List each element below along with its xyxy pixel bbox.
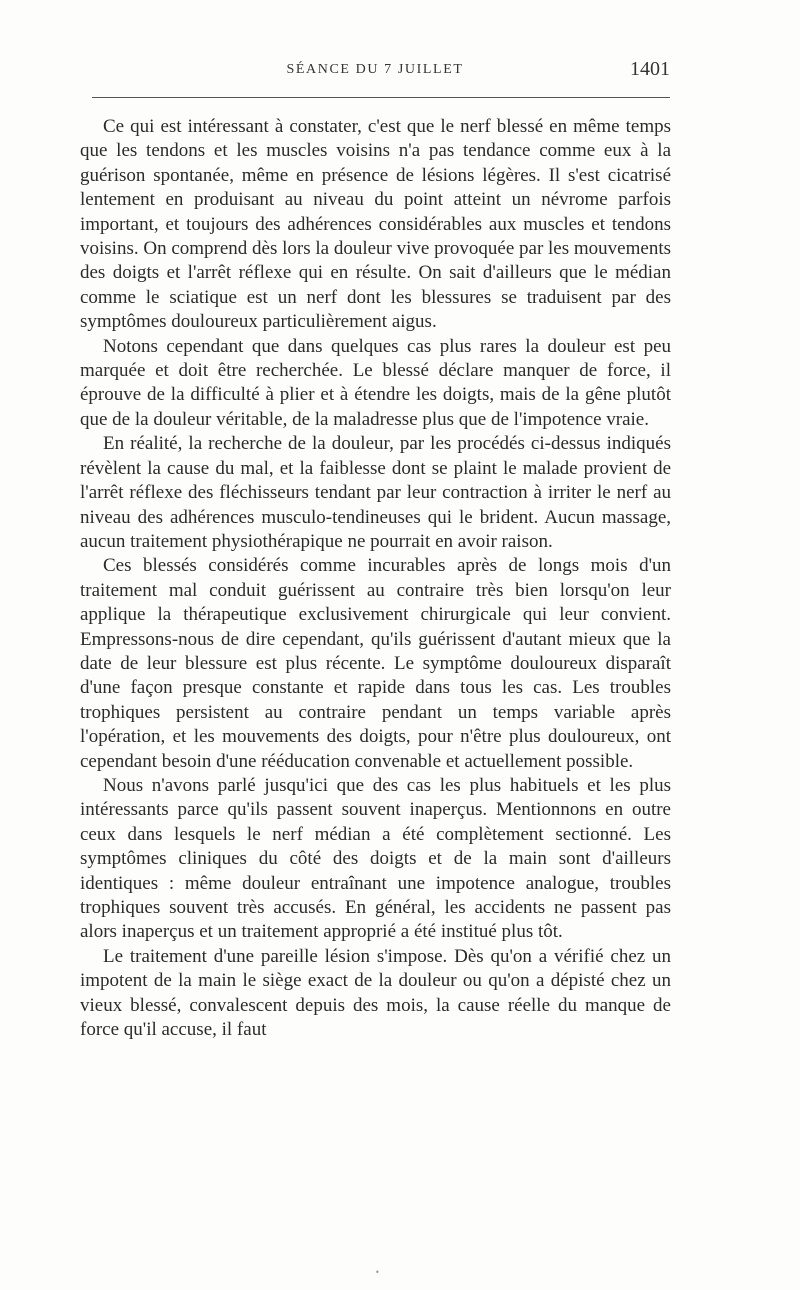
running-title: SÉANCE DU 7 JUILLET xyxy=(286,62,464,77)
paragraph-4: Ces blessés considérés comme incurables après de longs mois d'un traitement mal conduit guérissent au contraire très bien lorsqu'on leur applique la thérapeutique exclusivement chirurgicale qui leur convient. Empressons-nous de dire cependant, qu'ils guérissent d'autant mieux que la date de leur blessure est plus récente. Le symptôme douloureux disparaît d'une façon presque constante et rapide dans tous les cas. Les troubles trophiques persistent au contraire pendant un temps variable après l'opération, et les mouvements des doigts, pour n'être plus douloureux, ont cependant besoin d'une rééducation convenable et actuellement possible. xyxy=(80,555,671,772)
page-number: 1401 xyxy=(630,58,670,80)
paragraph-5: Nous n'avons parlé jusqu'ici que des cas les plus habituels et les plus intéressants parce qu'ils passent souvent inaperçus. Mentionnons en outre ceux dans lesquels le nerf médian a été complètement sectionné. Les symptômes cliniques du côté des doigts et de la main sont d'ailleurs identiques : même douleur entraînant une impotence analogue, troubles trophiques souvent très accusés. En général, les accidents ne passent pas alors inaperçus et un traitement approprié a été institué plus tôt. xyxy=(80,774,671,943)
paragraph-1: Ce qui est intéressant à constater, c'est que le nerf blessé en même temps que les tendons et les muscles voisins n'a pas tendance comme eux à la guérison spontanée, même en présence de lésions légères. Il s'est cicatrisé lentement en produisant au niveau du point atteint un névrome parfois important, et toujours des adhérences considérables aux muscles et tendons voisins. On comprend dès lors la douleur vive provoquée par les mouvements des doigts et l'arrêt réflexe qui en résulte. On sait d'ailleurs que le médian comme le sciatique est un nerf dont les blessures se traduisent par des symptômes douloureux particulièrement aigus. xyxy=(80,116,671,333)
paragraph-2: Notons cependant que dans quelques cas plus rares la douleur est peu marquée et doit être recherchée. Le blessé déclare manquer de force, il éprouve de la difficulté à plier et à étendre les doigts, mais de la gêne plutôt que de la douleur véritable, de la maladresse plus que de l'impotence vraie. xyxy=(80,335,671,430)
paragraph-3: En réalité, la recherche de la douleur, par les procédés ci-dessus indiqués révèlent la cause du mal, et la faiblesse dont se plaint le malade provient de l'arrêt réflexe des fléchisseurs tendant par leur contraction à irriter le nerf au niveau des adhérences musculo-tendineuses qui le brident. Aucun massage, aucun traitement physiothérapique ne pourrait en avoir raison. xyxy=(80,433,671,552)
running-head xyxy=(80,58,670,88)
body-text xyxy=(80,115,671,1042)
header-rule xyxy=(92,97,670,98)
paragraph-6: Le traitement d'une pareille lésion s'impose. Dès qu'on a vérifié chez un impotent de la main le siège exact de la douleur ou qu'on a dépisté chez un vieux blessé, convalescent depuis des mois, la cause réelle du manque de force qu'il accuse, il faut xyxy=(80,945,671,1041)
page-speck: • xyxy=(375,1268,380,1277)
